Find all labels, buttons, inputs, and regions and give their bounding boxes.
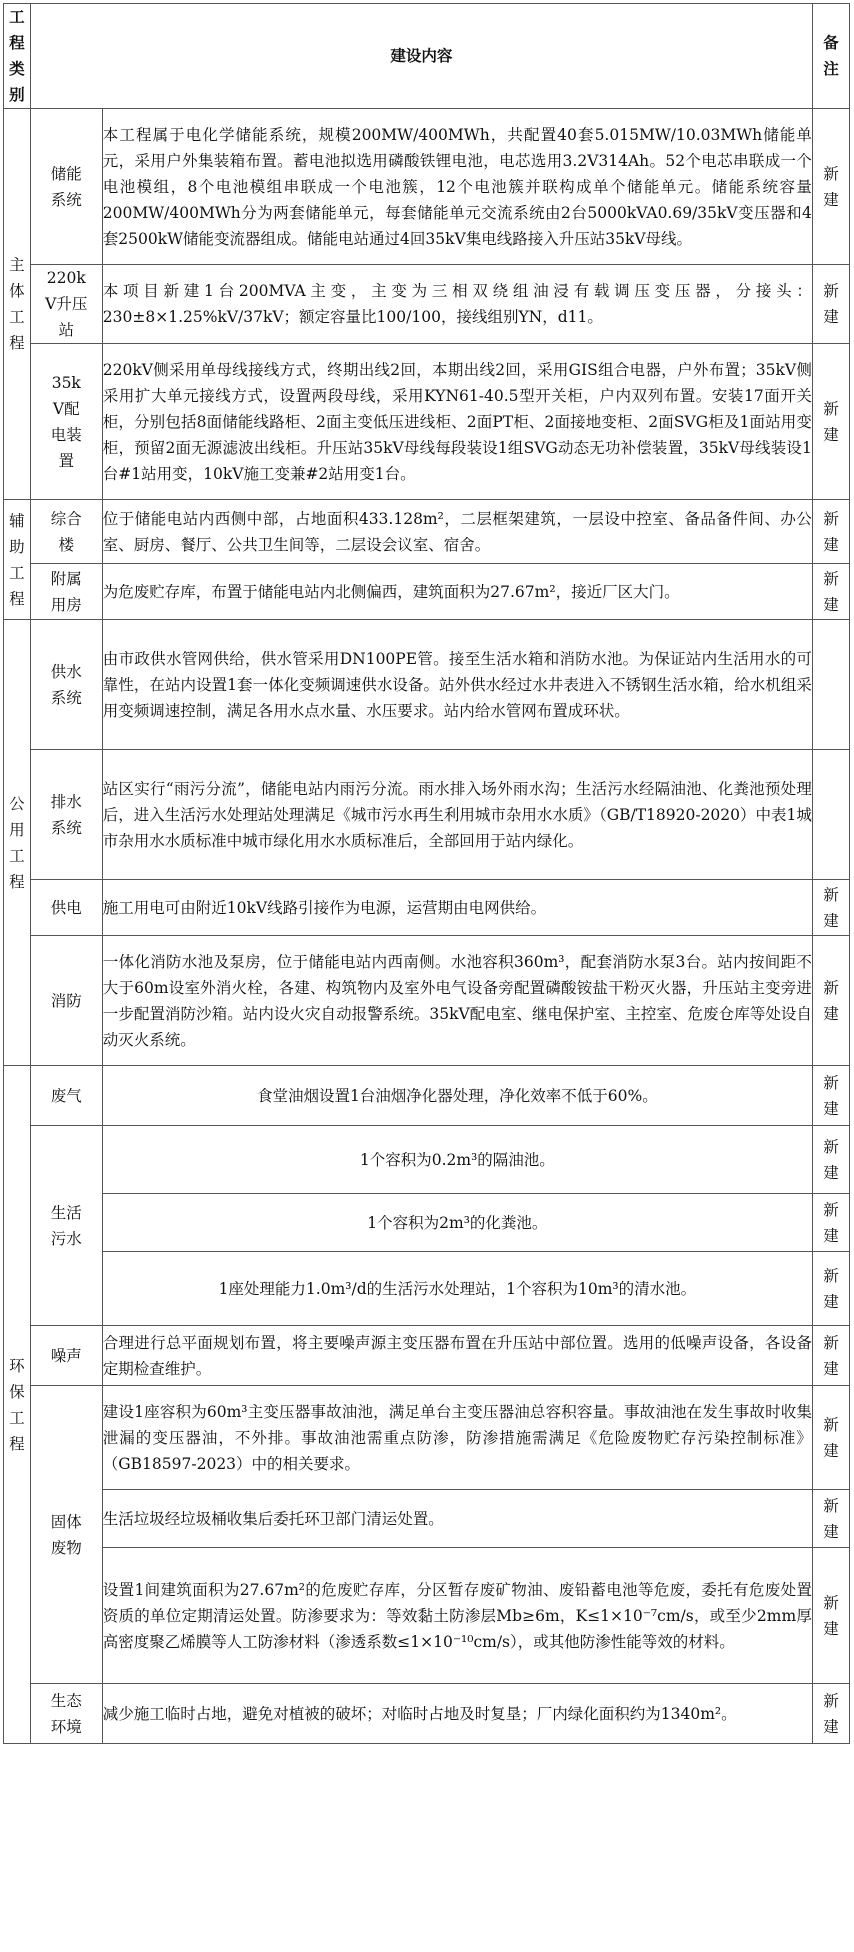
note-cell: 新建 — [812, 1548, 849, 1684]
table-row — [4, 1386, 850, 1490]
note-cell: 新建 — [812, 1194, 849, 1252]
content-cell: 为危废贮存库，布置于储能电站内北侧偏西，建筑面积为27.67m²，接近厂区大门。 — [102, 564, 812, 620]
content-cell: 建设1座容积为60m³主变压器事故油池，满足单台主变压器油总容积容量。事故油池在发生事故时收集泄漏的变压器油，不外排。事故油池需重点防渗，防渗措施需满足《危险废物贮存污染控制标准》（GB18597-2023）中的相关要求。 — [102, 1386, 812, 1490]
content-cell: 1座处理能力1.0m³/d的生活污水处理站，1个容积为10m³的清水池。 — [102, 1252, 812, 1326]
note-cell: 新建 — [812, 564, 849, 620]
sub-item-cell: 综合楼 — [30, 500, 102, 564]
note-cell: 新建 — [812, 1066, 849, 1126]
content-cell: 位于储能电站内西侧中部，占地面积433.128m²，二层框架建筑，一层设中控室、备品备件间、办公室、厨房、餐厅、公共卫生间等，二层设会议室、宿舍。 — [102, 500, 812, 564]
sub-item-cell: 废气 — [30, 1066, 102, 1126]
header-category: 工程类别 — [4, 4, 31, 109]
sub-item-cell: 220kV升压站 — [30, 265, 102, 344]
note-cell: 新建 — [812, 936, 849, 1066]
table-row — [4, 500, 850, 564]
table-row — [4, 1126, 850, 1194]
content-cell: 设置1间建筑面积为27.67m²的危废贮存库，分区暂存废矿物油、废铅蓄电池等危废，委托有危废处置资质的单位定期清运处置。防渗要求为：等效黏土防渗层Mb≥6m，K≤1×10⁻⁷cm/s，或至少2mm厚高密度聚乙烯膜等人工防渗材料（渗透系数≤1×10⁻¹⁰cm/s），或其他防渗性能等效的材料。 — [102, 1548, 812, 1684]
table-row — [4, 936, 850, 1066]
table-row — [4, 1684, 850, 1744]
note-cell: 新建 — [812, 344, 849, 500]
content-cell: 由市政供水管网供给，供水管采用DN100PE管。接至生活水箱和消防水池。为保证站内生活用水的可靠性，在站内设置1套一体化变频调速供水设备。站外供水经过水井表进入不锈钢生活水箱，给水机组采用变频调速控制，满足各用水点水量、水压要求。站内给水管网布置成环状。 — [102, 620, 812, 750]
table-row — [4, 1326, 850, 1386]
table-row — [4, 1252, 850, 1326]
note-cell: 新建 — [812, 109, 849, 265]
header-note: 备注 — [812, 4, 849, 109]
content-cell: 减少施工临时占地，避免对植被的破坏；对临时占地及时复垦；厂内绿化面积约为1340m²。 — [102, 1684, 812, 1744]
content-cell: 220kV侧采用单母线接线方式，终期出线2回，本期出线2回，采用GIS组合电器，户外布置；35kV侧采用扩大单元接线方式，设置两段母线，采用KYN61-40.5型开关柜，户内双列布置。安装17面开关柜，分别包括8面储能线路柜、2面主变低压进线柜、2面PT柜、2面接地变柜、2面SVG柜及1面站用变柜，预留2面无源滤波出线柜。升压站35kV母线每段装设1组SVG动态无功补偿装置，35kV母线装设1台#1站用变，10kV施工变兼#2站用变1台。 — [102, 344, 812, 500]
table-row — [4, 880, 850, 936]
note-cell: 新建 — [812, 1490, 849, 1548]
sub-item-cell: 供水系统 — [30, 620, 102, 750]
header-content: 建设内容 — [30, 4, 812, 109]
category-cell: 环保工程 — [4, 1066, 31, 1744]
note-cell: 新建 — [812, 1252, 849, 1326]
table-row — [4, 109, 850, 265]
content-cell: 1个容积为2m³的化粪池。 — [102, 1194, 812, 1252]
sub-item-cell: 35kV配电装置 — [30, 344, 102, 500]
sub-item-cell: 排水系统 — [30, 750, 102, 880]
table-row — [4, 1548, 850, 1684]
content-cell: 1个容积为0.2m³的隔油池。 — [102, 1126, 812, 1194]
table-row — [4, 265, 850, 344]
table-row — [4, 750, 850, 880]
sub-item-cell: 储能系统 — [30, 109, 102, 265]
sub-item-cell: 附属用房 — [30, 564, 102, 620]
content-cell: 合理进行总平面规划布置，将主要噪声源主变压器布置在升压站中部位置。选用的低噪声设备，各设备定期检查维护。 — [102, 1326, 812, 1386]
sub-item-cell: 生活污水 — [30, 1126, 102, 1326]
table-row — [4, 620, 850, 750]
category-cell: 公用工程 — [4, 620, 31, 1066]
category-cell: 辅助工程 — [4, 500, 31, 620]
sub-item-cell: 固体废物 — [30, 1386, 102, 1684]
table-header-row — [4, 4, 850, 109]
content-cell: 一体化消防水池及泵房，位于储能电站内西南侧。水池容积360m³，配套消防水泵3台。站内按间距不大于60m设室外消火栓，各建、构筑物内及室外电气设备旁配置磷酸铵盐干粉灭火器，升压站主变旁进一步配置消防沙箱。站内设火灾自动报警系统。35kV配电室、继电保护室、主控室、危废仓库等处设自动灭火系统。 — [102, 936, 812, 1066]
note-cell: 新建 — [812, 1684, 849, 1744]
note-cell: 新建 — [812, 1326, 849, 1386]
note-cell — [812, 620, 849, 750]
sub-item-cell: 生态环境 — [30, 1684, 102, 1744]
content-cell: 本项目新建1台200MVA主变，主变为三相双绕组油浸有载调压变压器，分接头：230±8×1.25%kV/37kV；额定容量比100/100，接线组别YN，d11。 — [102, 265, 812, 344]
sub-item-cell: 供电 — [30, 880, 102, 936]
table-row — [4, 1066, 850, 1126]
category-cell: 主体工程 — [4, 109, 31, 500]
content-cell: 食堂油烟设置1台油烟净化器处理，净化效率不低于60%。 — [102, 1066, 812, 1126]
content-cell: 生活垃圾经垃圾桶收集后委托环卫部门清运处置。 — [102, 1490, 812, 1548]
content-cell: 施工用电可由附近10kV线路引接作为电源，运营期由电网供给。 — [102, 880, 812, 936]
construction-content-table — [3, 3, 850, 1744]
table-row — [4, 564, 850, 620]
note-cell: 新建 — [812, 1386, 849, 1490]
note-cell: 新建 — [812, 500, 849, 564]
content-cell: 站区实行“雨污分流”，储能电站内雨污分流。雨水排入场外雨水沟；生活污水经隔油池、化粪池预处理后，进入生活污水处理站处理满足《城市污水再生利用城市杂用水水质》（GB/T18920-2020）中表1城市杂用水水质标准中城市绿化用水水质标准后，全部回用于站内绿化。 — [102, 750, 812, 880]
sub-item-cell: 消防 — [30, 936, 102, 1066]
table-row — [4, 344, 850, 500]
table-row — [4, 1490, 850, 1548]
note-cell: 新建 — [812, 1126, 849, 1194]
note-cell — [812, 750, 849, 880]
sub-item-cell: 噪声 — [30, 1326, 102, 1386]
table-row — [4, 1194, 850, 1252]
note-cell: 新建 — [812, 265, 849, 344]
note-cell: 新建 — [812, 880, 849, 936]
content-cell: 本工程属于电化学储能系统，规模200MW/400MWh，共配置40套5.015MW/10.03MWh储能单元，采用户外集装箱布置。蓄电池拟选用磷酸铁锂电池，电芯选用3.2V314Ah。52个电芯串联成一个电池模组，8个电池模组串联成一个电池簇，12个电池簇并联构成单个储能单元。储能系统容量200MW/400MWh分为两套储能单元，每套储能单元交流系统由2台5000kVA0.69/35kV变压器和4套2500kW储能变流器组成。储能电站通过4回35kV集电线路接入升压站35kV母线。 — [102, 109, 812, 265]
